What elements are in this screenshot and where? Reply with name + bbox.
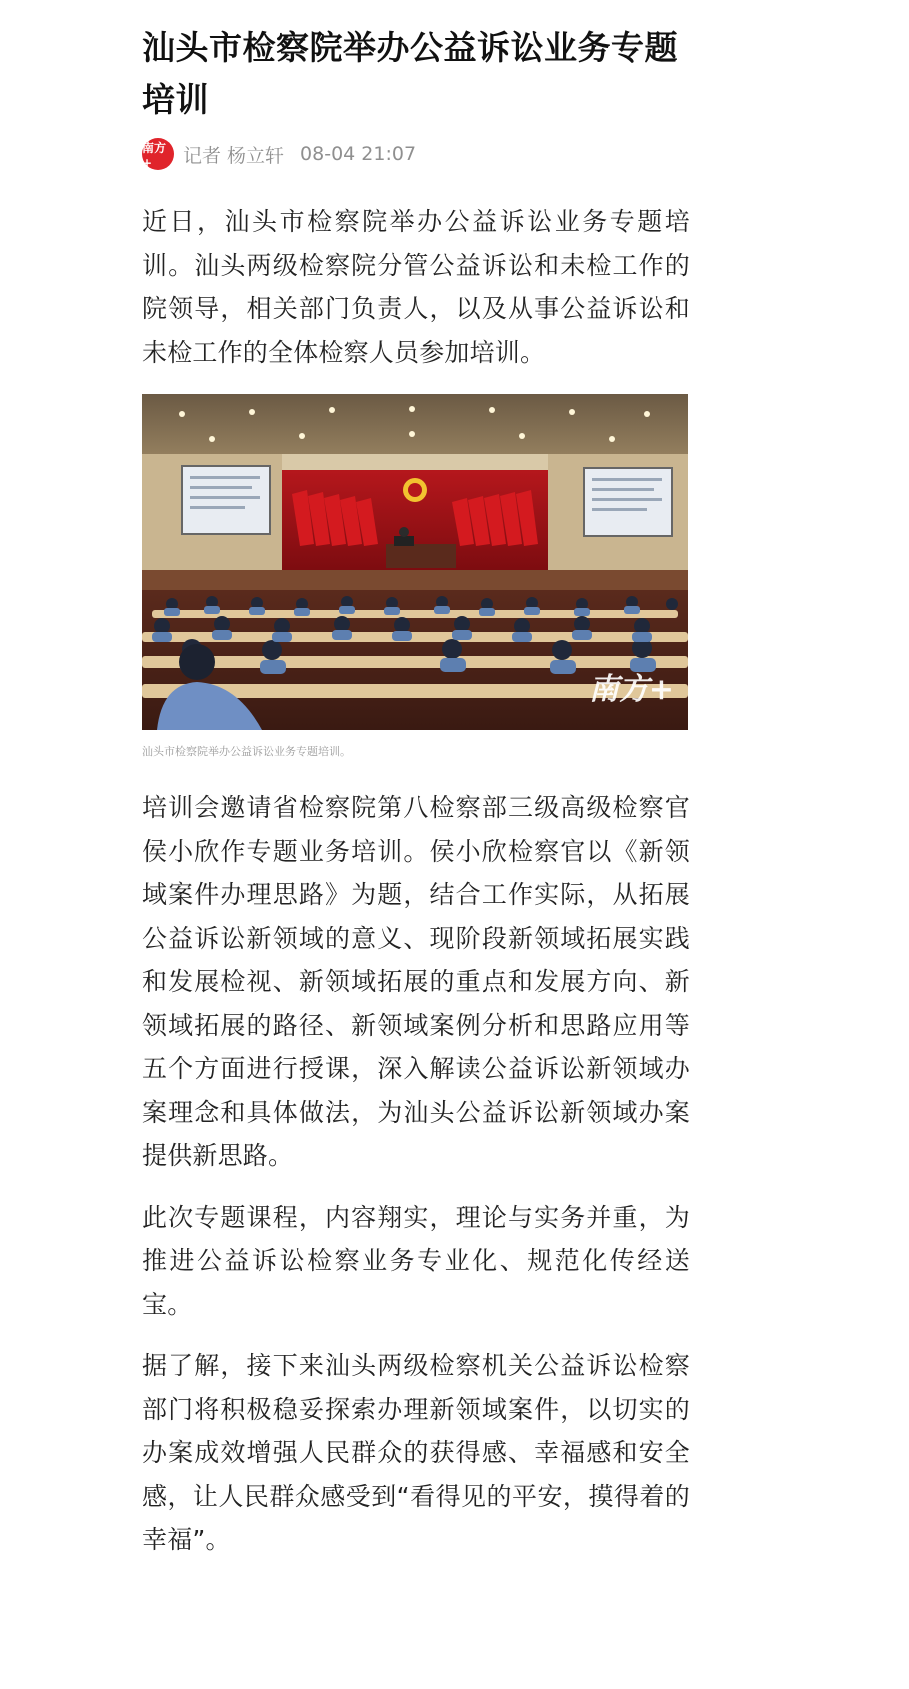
article xyxy=(142,22,690,1562)
paragraph-2: 培训会邀请省检察院第八检察部三级高级检察官侯小欣作专题业务培训。侯小欣检察官以《新领域案件办理思路》为题，结合工作实际，从拓展公益诉讼新领域的意义、现阶段新领域拓展实践和发展检视、新领域拓展的重点和发展方向、新领域拓展的路径、新领域案例分析和思路应用等五个方面进行授课，深入解读公益诉讼新领域办案理念和具体做法，为汕头公益诉讼新领域办案提供新思路。 xyxy=(142,793,690,1170)
paragraph-3: 此次专题课程，内容翔实，理论与实务并重，为推进公益诉讼检察业务专业化、规范化传经送宝。 xyxy=(142,1202,690,1319)
nanfang-plus-logo-icon[interactable]: 南方+ xyxy=(142,138,174,170)
image-caption: 汕头市检察院举办公益诉讼业务专题培训。 xyxy=(142,745,351,758)
article-title: 汕头市检察院举办公益诉讼业务专题培训 xyxy=(142,28,678,119)
publish-time: 08-04 21:07 xyxy=(300,143,417,165)
paragraph-4: 据了解，接下来汕头两级检察机关公益诉讼检察部门将积极稳妥探索办理新领域案件，以切实的办案成效增强人民群众的获得感、幸福感和安全感，让人民群众感受到“看得见的平安，摸得着的幸福”。 xyxy=(142,1351,690,1554)
article-image[interactable] xyxy=(142,394,688,730)
article-meta xyxy=(142,138,690,170)
nanfang-plus-watermark: 南方+ xyxy=(588,672,674,707)
paragraph-1: 近日，汕头市检察院举办公益诉讼业务专题培训。汕头两级检察院分管公益诉讼和未检工作的院领导，相关部门负责人，以及从事公益诉讼和未检工作的全体检察人员参加培训。 xyxy=(142,207,690,367)
author-name[interactable]: 记者 杨立轩 xyxy=(183,144,285,167)
